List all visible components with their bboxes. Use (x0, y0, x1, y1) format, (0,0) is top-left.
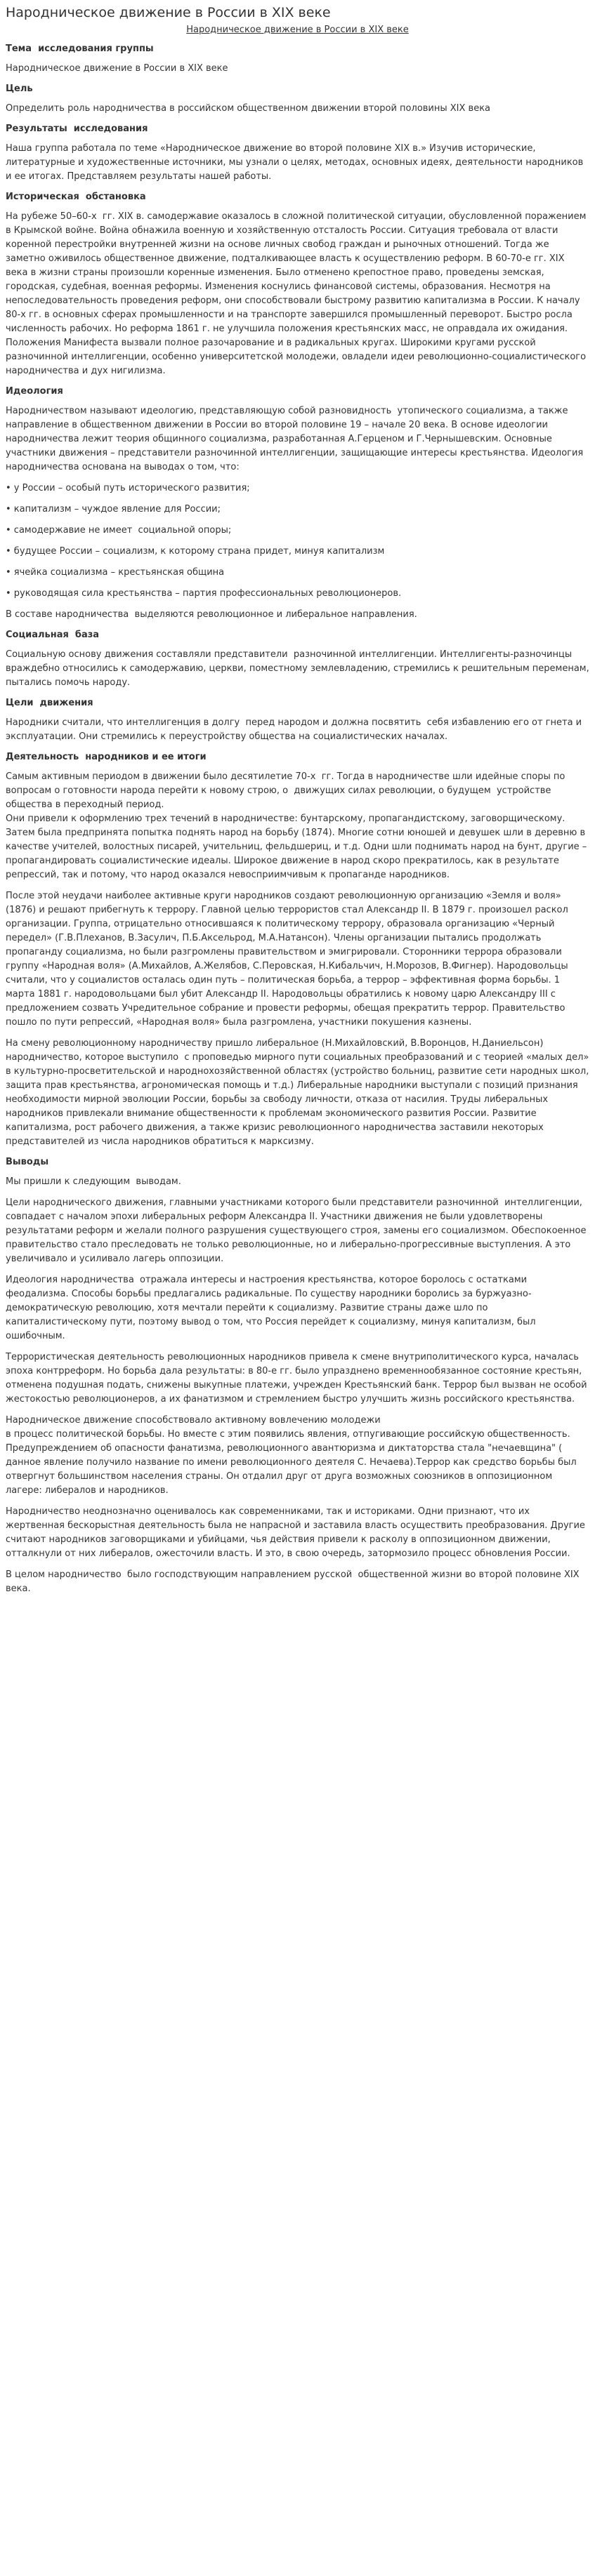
section-paragraph: На смену революционному народничеству пришло либеральное (Н.Михайловский, В.Воронцов, Н.Даниельсон) народничество, которое выступило с проповедью мирного пути социальных преобразований и с теорией «малых дел» в культурно-просветительской и народнохозяйственной областях (устройство больниц, развитие сети народных школ, защита прав крестьянства, агрономическая помощь и т.д.) Либеральные народники выступали с позиций признания необходимости мирной эволюции России, борьбы за свободу личности, отказа от насилия. Труды либеральных народников привлекали внимание общественности к проблемам экономического развития России. Развитие капитализма, рост рабочего движения, а также кризис революционного народничества заставили некоторых представителей из числа народников обратиться к марксизму. (6, 1038, 592, 1147)
section-heading-ideology: Идеология (6, 386, 63, 397)
section-paragraph: В составе народничества выделяются революционное и либеральное направления. (6, 609, 417, 620)
bullet-item: • будущее России – социализм, к которому страна придет, минуя капитализм (6, 546, 385, 557)
section-paragraph: Народническое движение в России в XIX веке (6, 63, 228, 74)
section-heading-conclusions: Выводы (6, 1157, 49, 1167)
section-paragraph: Мы пришли к следующим выводам. (6, 1176, 181, 1187)
section-paragraph: После этой неудачи наиболее активные круги народников создают революционную организацию «Земля и воля» (1876) и решают прибегнуть к террору. Главной целью террористов стал Александр II. В 1879 г. произошел раскол организации. Группа, отрицательно относившаяся к политическому террору, образовала организацию «Черный передел» (Г.В.Плеханов, В.Засулич, П.Б.Аксельрод, М.А.Натансон). Члены организации пытались продолжать пропаганду социализма, но были разгромлены правительством и эмигрировали. Сторонники террора образовали группу «Народная воля» (А.Михайлов, А.Желябов, С.Перовская, Н.Кибальчич, Н.Морозов, В.Фигнер). Народовольцы считали, что у социалистов осталась один путь – политическая борьба, а террор – эффективная форма борьбы. 1 марта 1881 г. народовольцами был убит Александр II. Народовольцы обратились к новому царю Александру III с предложением созвать Учредительное собрание и провести реформы, обещая прекратить террор. Правительство пошло по пути репрессий, «Народная воля» была разгромлена, участники покушения казнены. (6, 891, 571, 1028)
section-heading-social-base: Социальная база (6, 630, 100, 640)
page-subtitle-link[interactable]: Народническое движение в России в XIX веке (186, 25, 409, 35)
bullet-item: • самодержавие не имеет социальной опоры; (6, 525, 232, 536)
section-paragraph: Идеология народничества отражала интересы и настроения крестьянства, которое боролось с остатками феодализма. Способы борьбы предлагались радикальные. По существу народники боролись за буржуазно-демократическую революцию, хотя мечтали перейти к социализму. Развитие страны даже шло по капиталистическому пути, поэтому вывод о том, что Россия перейдет к социализму, минуя капитализм, был ошибочным. (6, 1275, 539, 1341)
bullet-item: • ячейка социализма – крестьянская община (6, 567, 225, 578)
bullet-item: • руководящая сила крестьянства – партия профессиональных революционеров. (6, 588, 402, 599)
section-paragraph: Народничеством называют идеологию, представляющую собой разновидность утопического социализма, а также направление в общественном движении в России во второй половине 19 – начале 20 века. В основе идеологии народничества лежит теория общинного социализма, разработанная А.Герценом и Г.Чернышевским. Основные участники движения – представители разночинной интеллигенции, защищающие интересы крестьянства. Идеология народничества основана на выводах о том, что: (6, 406, 587, 472)
section-paragraph: Определить роль народничества в российском общественном движении второй половины XIX века (6, 103, 491, 114)
section-paragraph: Народничество неоднозначно оценивалось как современниками, так и историками. Одни признают, что их жертвенная бескорыстная деятельность была не напрасной и заставила власть осуществить преобразования. Другие считают народников заговорщиками и убийцами, чья действия привели к расколу в оппозиционном движении, отталкнули от них либералов, ожесточили власть. И это, в свою очередь, затормозило процесс обновления России. (6, 1506, 589, 1559)
section-paragraph: Цели народнического движения, главными участниками которого были представители разночинной интеллигенции, совпадает с началом эпохи либеральных реформ Александра II. Участники движения не были удовлетворены результатами реформ и желали полного разрушения существующего строя, замены его социализмом. Обеспокоенное правительство стало преследовать не только революционные, но и либерально-прогрессивные выступления. А это увеличивало и усиливало лагерь оппозиции. (6, 1197, 589, 1264)
section-heading-results: Результаты исследования (6, 124, 148, 134)
section-paragraph: Народническое движение способствовало активному вовлечению молодежи в процесс политической борьбы. Но вместе с этим появились явления, отпугивающие российскую общественность. Предупреждением об опасности фанатизма, революционного авантюризма и диктаторства стала "нечаевщина" ( данное явление получило название по имени революционного деятеля С. Нечаева).Террор как средство борьбы был отвергнут большинством населения страны. Он отдалил друг от друга возможных союзников в оппозиционном лагере: либералов и народников. (6, 1415, 577, 1496)
section-heading-topic: Тема исследования группы (6, 44, 154, 54)
page-title: Народническое движение в России в XIX веке (6, 5, 331, 20)
section-paragraph: На рубеже 50–60-х гг. XIX в. самодержавие оказалось в сложной политической ситуации, обусловленной поражением в Крымской войне. Война обнажила военную и хозяйственную отсталость России. Ситуация требовала от власти коренной перестройки внутренней жизни на основе личных свобод граждан и рыночных отношений. Тогда же заметно оживилось общественное движение, подталкивающее власть к осуществлению реформ. В 60-70-е гг. XIX века в жизни страны произошли коренные изменения. Было отменено крепостное право, проведены земская, городская, судебная, военная реформы. Изменения коснулись финансовой системы, образования. Несмотря на непоследовательность проведения реформ, они способствовали быстрому развитию капитализма в России. К началу 80-х гг. в основных сферах промышленности и на транспорте завершился промышленный переворот. Быстро росла численность рабочих. Но реформа 1861 г. не улучшила положения крестьянских масс, не оправдала их ожидания. Положения Манифеста вызвали полное разочарование и в радикальных кругах. Широкими кругами русской разночинной интеллигенции, особенно университетской молодежи, овладели идеи революционно-социалистического народничества и дух нигилизма. (6, 211, 589, 376)
section-paragraph: Народники считали, что интеллигенция в долгу перед народом и должна посвятить себя избавлению его от гнета и эксплуатации. Они стремились к переустройству общества на социалистических началах. (6, 717, 588, 742)
section-paragraph: В целом народничество было господствующим направлением русской общественной жизни во второй половине XIX века. (6, 1569, 582, 1594)
section-heading-historical: Историческая обстановка (6, 192, 146, 202)
bullet-item: • у России – особый путь исторического развития; (6, 483, 250, 493)
section-heading-movement-goals: Цели движения (6, 698, 93, 708)
section-paragraph: Самым активным периодом в движении было десятилетие 70-х гг. Тогда в народничестве шли идейные споры по вопросам о готовности народа перейти к новому строю, о движущих силах революции, о будущем устройстве общества в переходный период. Они привели к оформлению трех течений в народничестве: бунтарскому, пропагандистскому, заговорщическому. Затем была предпринята попытка поднять народ на борьбу (1874). Многие сотни юношей и девушек шли в деревню в качестве учителей, волостных писарей, учительниц, фельдшериц, и т.д. Одни шли поднимать народ на бунт, другие – пропагандировать социалистические идеалы. Широкое движение в народ скоро прекратилось, как в результате репрессий, так и потому, что народ оказался невосприимчивым к пропаганде народников. (6, 771, 587, 880)
section-heading-activity: Деятельность народников и ее итоги (6, 752, 207, 762)
bullet-item: • капитализм – чуждое явление для России; (6, 504, 221, 514)
section-paragraph: Террористическая деятельность революционных народников привела к смене внутриполитического курса, началась эпоха контрреформ. Но борьба дала результаты: в 80-е гг. было упразднено временнообязанное состояние крестьян, отменена подушная подать, снижены выкупные платежи, учрежден Крестьянский банк. Террор был вызван не особой жестокостью революционеров, а их фанатизмом и стремлением быстро улучшить жизнь российского крестьянства. (6, 1352, 590, 1405)
section-heading-goal: Цель (6, 84, 33, 94)
section-paragraph: Наша группа работала по теме «Народническое движение во второй половине XIX в.» Изучив исторические, литературные и художественные источники, мы узнали о целях, методах, основных идеях, деятельности народников и ее итогах. Представляем результаты нашей работы. (6, 143, 587, 182)
section-paragraph: Социальную основу движения составляли представители разночинной интеллигенции. Интеллигенты-разночинцы враждебно относились к самодержавию, церкви, поместному землевладению, стремились к решительным переменам, пытались помочь народу. (6, 649, 592, 688)
